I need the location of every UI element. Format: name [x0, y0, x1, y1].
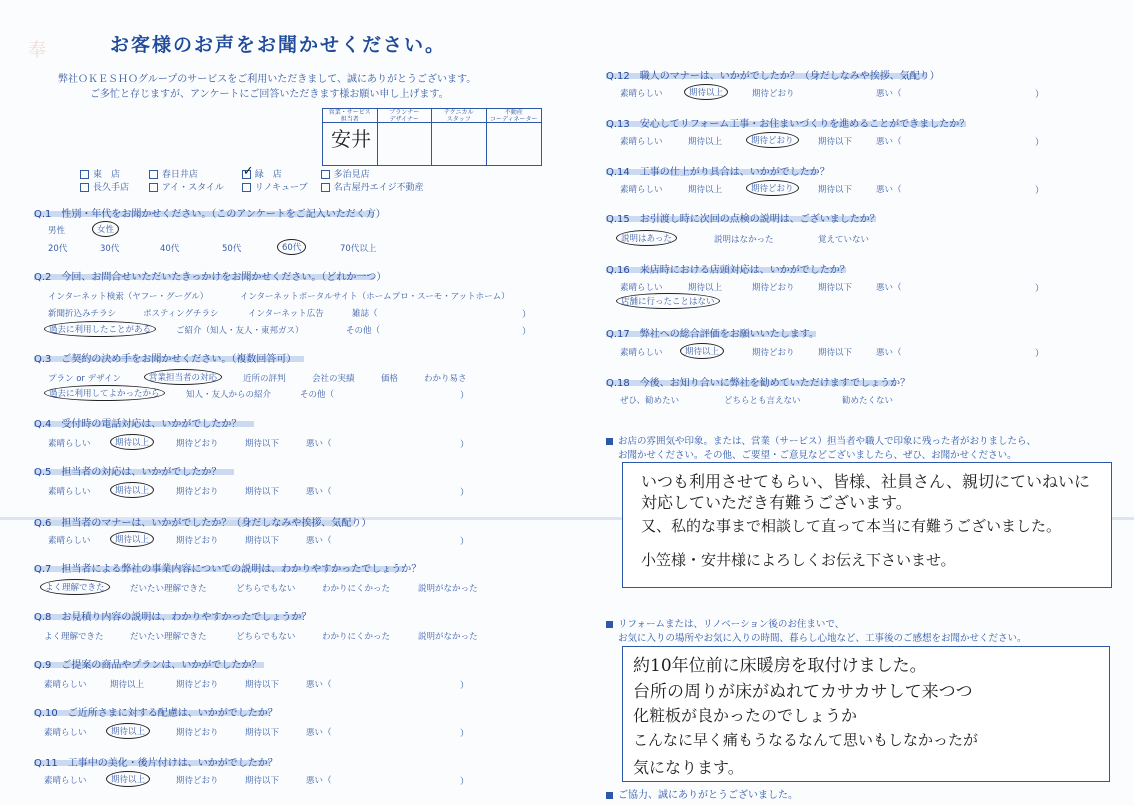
q8-option[interactable]: 説明がなかった [418, 632, 478, 642]
question-10: Q.10 ご近所さまに対する配慮は、いかがでしたか？ [34, 708, 278, 719]
question-7: Q.7 担当者による弊社の事業内容についての説明は、わかりやすかったでしょうか？ [34, 564, 422, 575]
q9-option[interactable]: 期待どおり [176, 680, 219, 690]
q10-option[interactable]: 期待どおり [176, 728, 219, 738]
planner-cell [378, 123, 433, 165]
q10-option-selected[interactable]: 期待以上 [106, 723, 150, 739]
store-row-2: 長久手店 アイ・スタイル リノキューブ 名古屋丹エイジ不動産 [80, 180, 424, 193]
checkbox[interactable] [321, 183, 330, 192]
q1-age-option[interactable]: 70代以上 [340, 244, 377, 254]
q17-paren-close: ） [1035, 349, 1045, 359]
q16-option[interactable]: 期待以上 [688, 283, 723, 293]
q15-option-selected[interactable]: 説明はあった [616, 230, 677, 246]
q7-option[interactable]: わかりにくかった [322, 584, 391, 594]
question-11: Q.11 工事中の美化・後片付けは、いかがでしたか？ [34, 758, 278, 769]
q8-option[interactable]: よく理解できた [44, 632, 104, 642]
comment2-box[interactable] [622, 646, 1110, 782]
q13-option[interactable]: 悪い（ [876, 137, 902, 147]
staff-header-sales: 営業・サービス 担当者 [323, 109, 378, 123]
q9-option[interactable]: 素晴らしい [44, 680, 87, 690]
question-9: Q.9 ご提案の商品やプランは、いかがでしたか？ [34, 660, 262, 671]
q2-option[interactable]: その他（ [346, 326, 381, 336]
faint-stamp-mark: 奉 [28, 40, 46, 61]
q3-option[interactable]: 近所の評判 [243, 374, 286, 384]
q2-option[interactable]: 新聞折込みチラシ [48, 309, 117, 319]
q3-option-selected[interactable]: 営業担当者の対応 [144, 369, 222, 385]
checkbox[interactable] [149, 183, 158, 192]
q1-age-option[interactable]: 40代 [160, 244, 180, 254]
q4-option[interactable]: 期待どおり [176, 439, 219, 449]
q11-option[interactable]: 期待どおり [176, 776, 219, 786]
checkbox[interactable] [80, 183, 89, 192]
q16-option-selected[interactable]: 店舗に行ったことはない [616, 293, 720, 309]
q5-option[interactable]: 悪い（ [306, 487, 332, 497]
technical-cell [432, 123, 487, 165]
q12-option[interactable]: 期待どおり [752, 89, 795, 99]
section-bullet-icon [606, 792, 613, 799]
q11-option[interactable]: 期待以下 [245, 776, 280, 786]
page-title: お客様のお声をお聞かせください。 [110, 34, 447, 56]
q6-option[interactable]: 期待どおり [176, 536, 219, 546]
intro-line-1: 弊社ＯＫＥＳＨＯグループのサービスをご利用いただきまして、誠にありがとうございます。 [58, 74, 477, 85]
comment2-line: 気になります。 [633, 758, 744, 777]
question-1: Q.1 性別・年代をお聞かせください。（このアンケートをご記入いただく方） [34, 209, 386, 220]
q14-option[interactable]: 素晴らしい [620, 185, 663, 195]
checkbox[interactable] [321, 170, 330, 179]
q7-option[interactable]: 説明がなかった [418, 584, 478, 594]
q4-option[interactable]: 悪い（ [306, 439, 332, 449]
q14-paren-close: ） [1035, 186, 1045, 196]
q18-option[interactable]: どちらとも言えない [724, 396, 801, 406]
q9-option[interactable]: 悪い（ [306, 680, 332, 690]
q1-age-option-selected[interactable]: 60代 [277, 239, 306, 255]
section-bullet-icon [606, 621, 613, 628]
q7-option[interactable]: どちらでもない [236, 584, 296, 594]
q6-option[interactable]: 素晴らしい [48, 536, 91, 546]
q17-option[interactable]: 素晴らしい [620, 348, 663, 358]
q5-paren-close: ） [460, 488, 470, 498]
q14-option[interactable]: 期待以上 [688, 185, 723, 195]
question-3: Q.3 ご契約の決め手をお聞かせください。（複数回答可） [34, 354, 297, 365]
q3-option[interactable]: 会社の実績 [312, 374, 355, 384]
q8-option[interactable]: わかりにくかった [322, 632, 391, 642]
q3-option-selected[interactable]: 過去に利用してよかったから [44, 385, 165, 401]
q3-option[interactable]: その他（ [300, 390, 335, 400]
q2-option[interactable]: ポスティングチラシ [143, 309, 219, 319]
comment1-box[interactable] [622, 462, 1112, 588]
q3-option[interactable]: 知人・友人からの紹介 [186, 390, 272, 400]
question-8: Q.8 お見積り内容の説明は、わかりやすかったでしょうか？ [34, 612, 312, 623]
q7-option[interactable]: だいたい理解できた [130, 584, 207, 594]
staff-header-technical: テクニカル スタッフ [432, 109, 487, 123]
question-5: Q.5 担当者の対応は、いかがでしたか？ [34, 467, 222, 478]
q9-option[interactable]: 期待以下 [245, 680, 280, 690]
comment2-line: 化粧板が良かったのでしょうか [633, 706, 858, 725]
q18-option[interactable]: ぜひ、勧めたい [620, 396, 680, 406]
q2-paren-close: ） [522, 310, 532, 320]
store-row-1: 東 店 春日井店 ✓ 緑 店 多治見店 [80, 167, 370, 180]
q17-option[interactable]: 期待以下 [818, 348, 853, 358]
question-2: Q.2 今回、お問合せいただいたきっかけをお聞かせください。（どれか一つ） [34, 272, 387, 283]
q2-option-selected[interactable]: 過去に利用したことがある [44, 321, 156, 337]
q5-option-selected[interactable]: 期待以上 [110, 482, 154, 498]
q8-option[interactable]: どちらでもない [236, 632, 296, 642]
q14-option[interactable]: 期待以下 [818, 185, 853, 195]
staff-header-realestate: 不動産 コーディネーター [487, 109, 542, 123]
question-14: Q.14 工事の仕上がり具合は、いかがでしたか？ [606, 167, 830, 178]
q4-option[interactable]: 素晴らしい [48, 439, 91, 449]
q16-option[interactable]: 期待どおり [752, 283, 795, 293]
q15-option[interactable]: 覚えていない [818, 235, 870, 245]
q14-option-selected[interactable]: 期待どおり [746, 180, 799, 196]
intro-line-2: ご多忙と存じますが、アンケートにご回答いただきます様お願い申し上げます。 [90, 89, 449, 100]
q16-paren-close: ） [1035, 284, 1045, 294]
staff-header-planner: プランナー デザイナー [378, 109, 433, 123]
question-16: Q.16 来店時における店頭対応は、いかがでしたか？ [606, 265, 850, 276]
q10-paren-close: ） [460, 729, 470, 739]
question-18: Q.18 今後、お知り合いに弊社を勧めていただけますでしょうか？ [606, 378, 911, 389]
q1-option-female-selected[interactable]: 女性 [92, 221, 119, 237]
question-6: Q.6 担当者のマナーは、いかがでしたか？（身だしなみや挨拶、気配り） [34, 518, 372, 529]
q13-option-selected[interactable]: 期待どおり [746, 132, 799, 148]
q3-option[interactable]: 価格 [381, 374, 399, 384]
q11-option[interactable]: 素晴らしい [44, 776, 87, 786]
checkbox-checked[interactable]: ✓ [242, 164, 254, 179]
comment2-line: 約10年位前に床暖房を取付けました。 [633, 656, 927, 676]
q6-option[interactable]: 期待以下 [245, 536, 280, 546]
q2-option[interactable]: インターネットポータルサイト（ホームプロ・スーモ・アットホーム） [240, 292, 510, 302]
comment2-prompt: リフォームまたは、リノベーション後のお住まいで、 お気に入りの場所やお気に入りの時間、暮らし心地など、工事後のご感想をお聞かせください。 [606, 618, 1027, 646]
q4-paren-close: ） [460, 440, 470, 450]
q1-age-option[interactable]: 30代 [100, 244, 120, 254]
q10-option[interactable]: 素晴らしい [44, 728, 87, 738]
q8-option[interactable]: だいたい理解できた [130, 632, 207, 642]
sales-staff-name: 安井 [323, 123, 378, 165]
q11-option-selected[interactable]: 期待以上 [106, 771, 150, 787]
q17-option[interactable]: 悪い（ [876, 348, 902, 358]
q5-option[interactable]: 期待以下 [245, 487, 280, 497]
q3-option[interactable]: プラン or デザイン [48, 374, 122, 384]
q12-option[interactable]: 悪い（ [876, 89, 902, 99]
question-13: Q.13 安心してリフォーム工事・お住まいづくりを進めることができましたか？ [606, 119, 970, 130]
section-bullet-icon [606, 438, 613, 445]
q17-option-selected[interactable]: 期待以上 [680, 343, 724, 359]
q12-paren-close: ） [1035, 90, 1045, 100]
q2-option[interactable]: インターネット広告 [248, 309, 324, 319]
q1-age-option[interactable]: 20代 [48, 244, 68, 254]
q11-paren-close: ） [460, 777, 470, 787]
comment1-line: 対応していただき有難うございます。 [641, 493, 912, 512]
comment1-line: 小笠様・安井様によろしくお伝え下さいませ。 [641, 551, 956, 569]
q13-paren-close: ） [1035, 138, 1045, 148]
q5-option[interactable]: 期待どおり [176, 487, 219, 497]
q4-option-selected[interactable]: 期待以上 [110, 434, 154, 450]
q2-option[interactable]: インターネット検索（ヤフー・グーグル） [48, 292, 209, 302]
q3-paren-close: ） [460, 391, 470, 401]
checkbox[interactable] [80, 170, 89, 179]
staff-table [322, 108, 542, 166]
comment1-line: いつも利用させてもらい、皆様、社員さん、親切にていねいに [641, 472, 1090, 491]
q12-option-selected[interactable]: 期待以上 [684, 84, 728, 100]
question-4: Q.4 受付時の電話対応は、いかがでしたか？ [34, 419, 242, 430]
q16-option[interactable]: 悪い（ [876, 283, 902, 293]
q16-option[interactable]: 期待以下 [818, 283, 853, 293]
q10-option[interactable]: 期待以下 [245, 728, 280, 738]
realestate-cell [487, 123, 542, 165]
q7-option-selected[interactable]: よく理解できた [40, 579, 110, 595]
q3-option[interactable]: わかり易さ [424, 374, 467, 384]
checkbox[interactable] [242, 183, 251, 192]
q10-option[interactable]: 悪い（ [306, 728, 332, 738]
comment2-line: こんなに早く痛もうなるなんて思いもしなかったが [633, 731, 979, 749]
q13-option[interactable]: 素晴らしい [620, 137, 663, 147]
comment1-prompt: お店の雰囲気や印象。または、営業（サービス）担当者や職人で印象に残った者がおりましたら、 お聞かせください。その他、ご要望・ご意見などございましたら、ぜひ、お聞かせください。 [606, 435, 1036, 463]
q9-paren-close: ） [460, 681, 470, 691]
q4-option[interactable]: 期待以下 [245, 439, 280, 449]
q17-option[interactable]: 期待どおり [752, 348, 795, 358]
question-12: Q.12 職人のマナーは、いかがでしたか？（身だしなみや挨拶、気配り） [606, 71, 940, 82]
question-17: Q.17 弊社への総合評価をお願いいたします。 [606, 329, 819, 340]
q6-option[interactable]: 悪い（ [306, 536, 332, 546]
q12-option[interactable]: 素晴らしい [620, 89, 663, 99]
q13-option[interactable]: 期待以上 [688, 137, 723, 147]
comment1-line: 又、私的な事まで相談して直って本当に有難うございました。 [641, 517, 1062, 535]
q1-option-male[interactable]: 男性 [48, 226, 66, 236]
q2-paren-close: ） [522, 327, 532, 337]
q6-option-selected[interactable]: 期待以上 [110, 531, 154, 547]
q6-paren-close: ） [460, 537, 470, 547]
q16-option[interactable]: 素晴らしい [620, 283, 663, 293]
q15-option[interactable]: 説明はなかった [714, 235, 774, 245]
question-15: Q.15 お引渡し時に次回の点検の説明は、ございましたか？ [606, 214, 880, 225]
q1-age-option[interactable]: 50代 [222, 244, 242, 254]
checkbox[interactable] [149, 170, 158, 179]
q5-option[interactable]: 素晴らしい [48, 487, 91, 497]
q18-option[interactable]: 勧めたくない [842, 396, 894, 406]
q13-option[interactable]: 期待以下 [818, 137, 853, 147]
q11-option[interactable]: 悪い（ [306, 776, 332, 786]
q9-option[interactable]: 期待以上 [110, 680, 145, 690]
q2-option[interactable]: 雑誌（ [352, 309, 378, 319]
thanks-message: ご協力、誠にありがとうございました。 [606, 786, 798, 801]
comment2-line: 台所の周りが床がぬれてカサカサして来つつ [633, 682, 973, 702]
q2-option[interactable]: ご紹介（知人・友人・東邦ガス） [176, 326, 304, 336]
q14-option[interactable]: 悪い（ [876, 185, 902, 195]
